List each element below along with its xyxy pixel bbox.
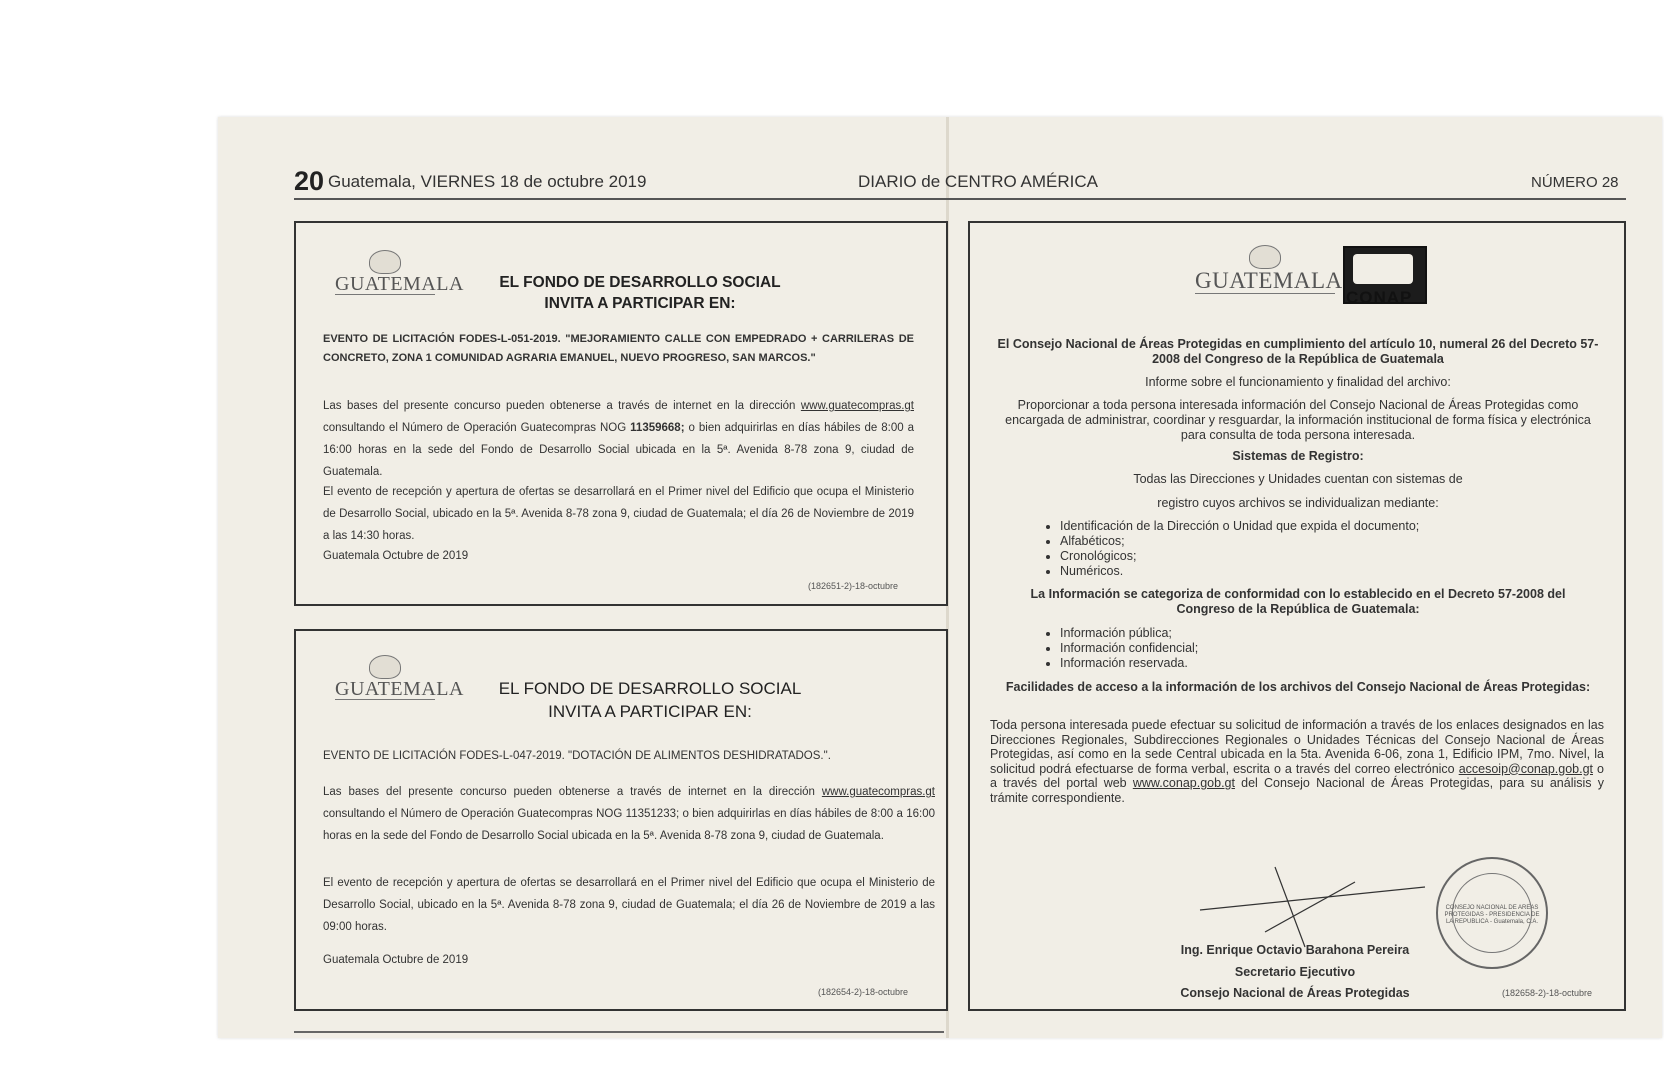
signer-title: Secretario Ejecutivo — [1234, 965, 1356, 979]
coat-of-arms-icon — [1249, 245, 1281, 269]
header-rule — [294, 198, 1626, 200]
ad2-bases: Las bases del presente concurso pueden obtenerse a través de internet en la dirección www.guatecompras.gt consultando el Número de Operación Guatecompras NOG 11351233; o bien adquirirlas en días hábiles de 8:00 a 16:00 horas en la sede del Fondo de Desarrollo Social ubicada en la 5ª. Avenida 8-78 zona 9, ciudad de Guatemala. — [323, 786, 936, 842]
coat-of-arms-icon — [369, 250, 401, 274]
official-stamp: CONSEJO NACIONAL DE AREAS PROTEGIDAS - PRESIDENCIA DE LA REPUBLICA - Guatemala, C.A. — [1436, 857, 1548, 969]
conap-email-link[interactable]: accesoip@conap.gob.gt — [1458, 761, 1593, 776]
guatemala-logo-1: GUATEMALA — [335, 250, 435, 295]
ad1-event: EVENTO DE LICITACIÓN FODES-L-051-2019. "MEJORAMIENTO CALLE CON EMPEDRADO + CARRILERAS DE CONCRETO, ZONA 1 COMUNIDAD AGRARIA EMANUEL, NUEVO PROGRESO, SAN MARCOS." — [323, 333, 914, 364]
issue-number: NÚMERO 28 — [1531, 174, 1619, 191]
list-item: • Identificación de la Dirección o Unidad que expida el documento; — [1060, 519, 1600, 534]
list-item: • Alfabéticos; — [1060, 534, 1600, 549]
conap-logo-text: CONAP — [1346, 288, 1413, 307]
conap-informe: Informe sobre el funcionamiento y finalidad del archivo: — [1145, 375, 1451, 389]
guatemala-logo-3: GUATEMALA — [1195, 245, 1335, 294]
conap-toda-persona: Toda persona interesada puede efectuar su solicitud de información a través de los enlaces designados en las Direcciones Regionales, Subdirecciones Regionales o Unidades Técnicas del Consejo Nacional de Áreas Protegidas, así como en la sede Central ubicada en la 5ta. Avenida 6-06, zona 1, Edificio IPM, 7mo. Nivel, la solicitud podrá efectuarse de forma verbal, escrita o a través del correo electrónico accesoip@conap.gob.gt o a través del portal web www.conap.gob.gt del Consejo Nacional de Áreas Protegidas, para su análisis y trámite correspondiente. — [990, 718, 1604, 805]
signature-graphic — [1195, 862, 1435, 952]
ad2-event: EVENTO DE LICITACIÓN FODES-L-047-2019. "DOTACIÓN DE ALIMENTOS DESHIDRATADOS.". — [323, 750, 831, 762]
list-item: • Información confidencial; — [1060, 641, 1600, 656]
guatecompras-link[interactable]: www.guatecompras.gt — [821, 786, 935, 798]
signer-name: Ing. Enrique Octavio Barahona Pereira — [1180, 943, 1410, 957]
ad1-ref: (182651-2)-18-octubre — [808, 581, 899, 591]
list-item: • Información reservada. — [1060, 656, 1600, 671]
monkey-icon — [1353, 254, 1413, 284]
ad1-title: EL FONDO DE DESARROLLO SOCIAL INVITA A PARTICIPAR EN: — [499, 274, 781, 312]
conap-categorias-list — [1000, 626, 1600, 671]
conap-sistemas-title: Sistemas de Registro: — [1232, 449, 1364, 463]
ad2-ref: (182654-2)-18-octubre — [818, 987, 909, 997]
page-number: 20 — [294, 166, 325, 196]
conap-web-link[interactable]: www.conap.gob.gt — [1132, 776, 1235, 790]
list-item: • Numéricos. — [1060, 564, 1600, 579]
conap-ref: (182658-2)-18-octubre — [1502, 988, 1593, 998]
newspaper-name: DIARIO de CENTRO AMÉRICA — [858, 172, 1098, 191]
conap-proporcionar: Proporcionar a toda persona interesada información del Consejo Nacional de Áreas Protegidas como encargada de administrar, coordinar y resguardar, la información institucional de forma física y electrónica para consulta de toda persona interesada. — [1005, 398, 1591, 442]
coat-of-arms-icon — [369, 655, 401, 679]
ad1-date: Guatemala Octubre de 2019 — [323, 550, 469, 562]
guatecompras-link[interactable]: www.guatecompras.gt — [800, 400, 914, 412]
ad2-title: EL FONDO DE DESARROLLO SOCIAL INVITA A PARTICIPAR EN: — [498, 679, 802, 721]
guatemala-logo-2: GUATEMALA — [335, 655, 435, 700]
conap-facilidades: Facilidades de acceso a la información de los archivos del Consejo Nacional de Áreas Protegidas: — [1005, 680, 1591, 694]
list-item: • Cronológicos; — [1060, 549, 1600, 564]
bottom-rule — [294, 1031, 944, 1033]
date-line: Guatemala, VIERNES 18 de octubre 2019 — [328, 172, 647, 191]
conap-sistemas-line1: Todas las Direcciones y Unidades cuentan con sistemas de — [1133, 472, 1463, 486]
conap-intro: El Consejo Nacional de Áreas Protegidas en cumplimiento del artículo 10, numeral 26 del Decreto 57-2008 del Congreso de la República de Guatemala — [997, 337, 1599, 366]
ad1-bases: Las bases del presente concurso pueden obtenerse a través de internet en la dirección www.guatecompras.gt consultando el Número de Operación Guatecompras NOG 11359668; o bien adquirirlas en días hábiles de 8:00 a 16:00 horas en la sede del Fondo de Desarrollo Social ubicada en la 5ª. Avenida 8-78 zona 9, ciudad de Guatemala. — [323, 400, 915, 478]
conap-sistemas-line2: registro cuyos archivos se individualizan mediante: — [1157, 496, 1439, 510]
list-item: • Información pública; — [1060, 626, 1600, 641]
ad2-date: Guatemala Octubre de 2019 — [323, 954, 469, 966]
ad1-reception: El evento de recepción y apertura de ofertas se desarrollará en el Primer nivel del Edificio que ocupa el Ministerio de Desarrollo Social, ubicado en la 5ª. Avenida 8-78 zona 9, ciudad de Guatemala; el día 26 de Noviembre de 2019 a las 14:30 horas. — [323, 486, 914, 542]
conap-categoriza: La Información se categoriza de conformidad con lo establecido en el Decreto 57-2008 del Congreso de la República de Guatemala: — [1030, 587, 1566, 616]
conap-sistemas-list — [1000, 519, 1600, 579]
signer-org: Consejo Nacional de Áreas Protegidas — [1180, 986, 1410, 1000]
ad2-reception: El evento de recepción y apertura de ofertas se desarrollará en el Primer nivel del Edificio que ocupa el Ministerio de Desarrollo Social, ubicado en la 5ª. Avenida 8-78 zona 9, ciudad de Guatemala; el día 26 de Noviembre de 2019 a las 09:00 horas. — [323, 877, 935, 933]
